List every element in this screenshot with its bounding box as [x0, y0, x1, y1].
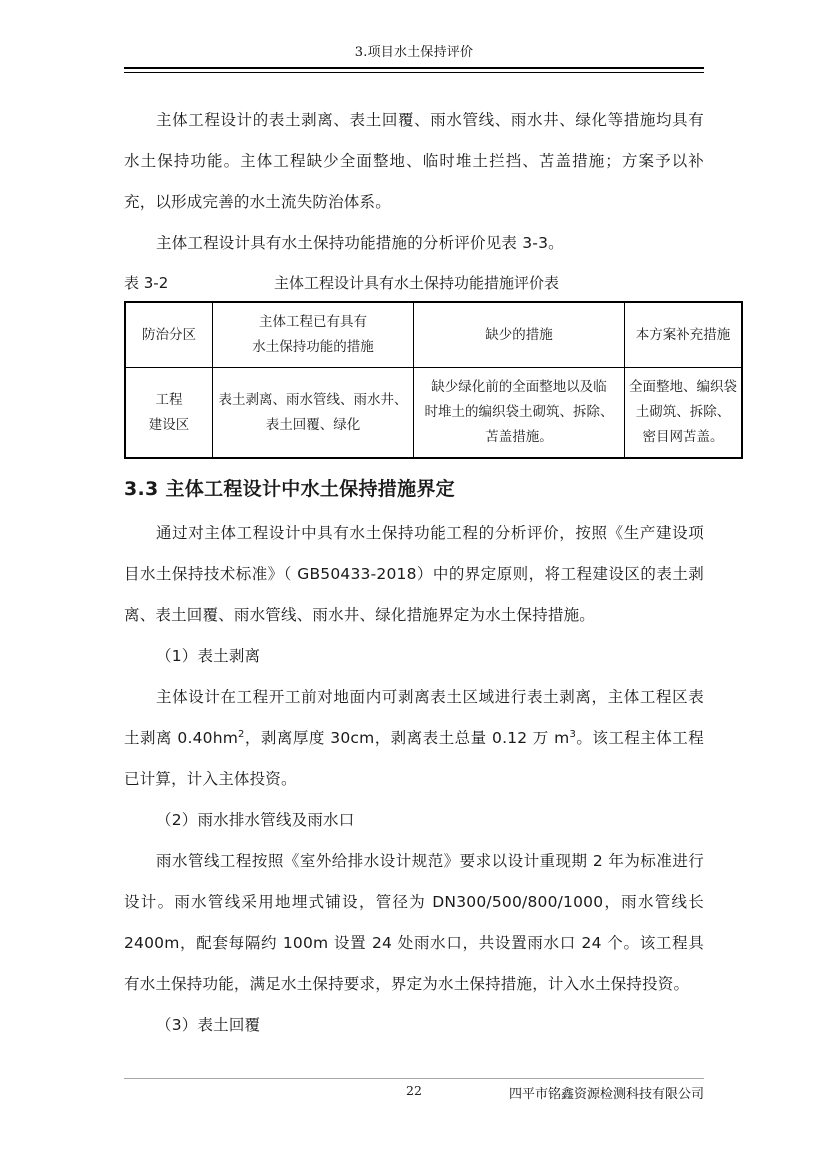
- footer-company-name: 四平市铭鑫资源检测科技有限公司: [508, 1087, 704, 1102]
- section-heading-3-3: 3.3 主体工程设计中水土保持措施界定: [124, 478, 455, 500]
- header-supplement-text: 本方案补充措施: [635, 326, 731, 343]
- table-header-row: [125, 302, 742, 368]
- cell-existing-line2: 表土回覆、绿化: [265, 416, 361, 433]
- list-item-label-2: （2）雨水排水管线及雨水口: [156, 811, 355, 829]
- cell-supplement-line2: 土砌筑、拆除、: [635, 404, 731, 420]
- spacer: [124, 459, 704, 469]
- topsoil-sup-volume: 3: [569, 728, 577, 740]
- list-item-label-1: （1）表土剥离: [156, 647, 261, 665]
- paragraph-intro-1: 主体工程设计的表土剥离、表土回覆、雨水管线、雨水井、绿化等措施均具有水土保持功能。主体工程缺少全面整地、临时堆土拦挡、苫盖措施；方案予以补充，以形成完善的水土流失防治体系。: [124, 111, 704, 211]
- paragraph-topsoil-stripping: [124, 677, 704, 800]
- table-cell-zone: [125, 368, 213, 459]
- paragraph-definition-intro: 通过对主体工程设计中具有水土保持功能工程的分析评价，按照《生产建设项目水土保持技术标准》（ GB50433-2018）中的界定原则，将工程建设区的表土剥离、表土回覆、雨水管线、雨水井、绿化措施界定为水土保持措施。: [124, 524, 704, 624]
- cell-existing-line1: 表土剥离、雨水管线、雨水井、: [218, 391, 408, 408]
- table-cell-supplement: [625, 368, 743, 459]
- table-caption-title: 主体工程设计具有水土保持功能措施评价表: [274, 274, 560, 292]
- cell-supplement-line3: 密目网苫盖。: [642, 429, 724, 445]
- footer-rule: [124, 1078, 704, 1079]
- table-cell-existing: [213, 368, 414, 459]
- cell-missing-line1: 缺少绿化前的全面整地以及临: [431, 379, 607, 395]
- table-row: [125, 368, 742, 459]
- measures-evaluation-table: [124, 301, 743, 459]
- table-caption-number: 表 3-2: [124, 274, 169, 292]
- table-cell-missing: [414, 368, 625, 459]
- table-header-cell-missing: [414, 302, 625, 368]
- cell-missing-line3: 苫盖措施。: [485, 429, 553, 445]
- header-existing-line1: 主体工程已有具有: [259, 314, 367, 330]
- cell-zone-line1: 工程: [155, 391, 183, 408]
- page-footer: [124, 1078, 704, 1109]
- header-existing-line2: 水土保持功能的措施: [252, 339, 374, 355]
- cell-supplement-line1: 全面整地、编织袋: [629, 379, 737, 395]
- cell-zone-line2: 建设区: [148, 416, 190, 433]
- header-double-rule: [124, 67, 704, 73]
- page-number: 22: [406, 1083, 422, 1098]
- page-header: [124, 44, 704, 73]
- paragraph-intro-2: 主体工程设计具有水土保持功能措施的分析评价见表 3-3。: [156, 234, 564, 252]
- table-header-cell-supplement: [625, 302, 743, 368]
- list-item-label-3: （3）表土回覆: [156, 1016, 261, 1034]
- page-content: [124, 100, 737, 1046]
- table-caption: [124, 268, 704, 298]
- paragraph-rainwater-pipeline: 雨水管线工程按照《室外给排水设计规范》要求以设计重现期 2 年为标准进行设计。雨水管线采用地埋式铺设，管径为 DN300/500/800/1000，雨水管线长 2400m，配套每隔约 100m 设置 24 处雨水口，共设置雨水口 24 个。该工程具有水土保持功能，满足水土保持要求，界定为水土保持措施，计入水土保持投资。: [124, 852, 704, 993]
- header-missing-text: 缺少的措施: [485, 326, 553, 343]
- topsoil-text-a: 主体设计在工程开工前对地面内可剥离表土区域进行表土剥离，主体工程区表土剥离 0.40hm: [124, 688, 704, 747]
- header-zone-text: 防治分区: [142, 326, 196, 343]
- cell-missing-line2: 时堆土的编织袋土砌筑、拆除、: [424, 404, 614, 420]
- footer-row: [124, 1083, 704, 1109]
- table-header-cell-existing: [213, 302, 414, 368]
- running-header-title: 3.项目水土保持评价: [354, 45, 474, 60]
- topsoil-sup-area: 2: [238, 728, 245, 740]
- topsoil-text-b: ，剥离厚度 30cm，剥离表土总量 0.12 万 m: [244, 729, 570, 747]
- table-header-cell-zone: [125, 302, 213, 368]
- topsoil-text-c: 。该工程主体工程已计算，计入主体投资。: [124, 729, 704, 788]
